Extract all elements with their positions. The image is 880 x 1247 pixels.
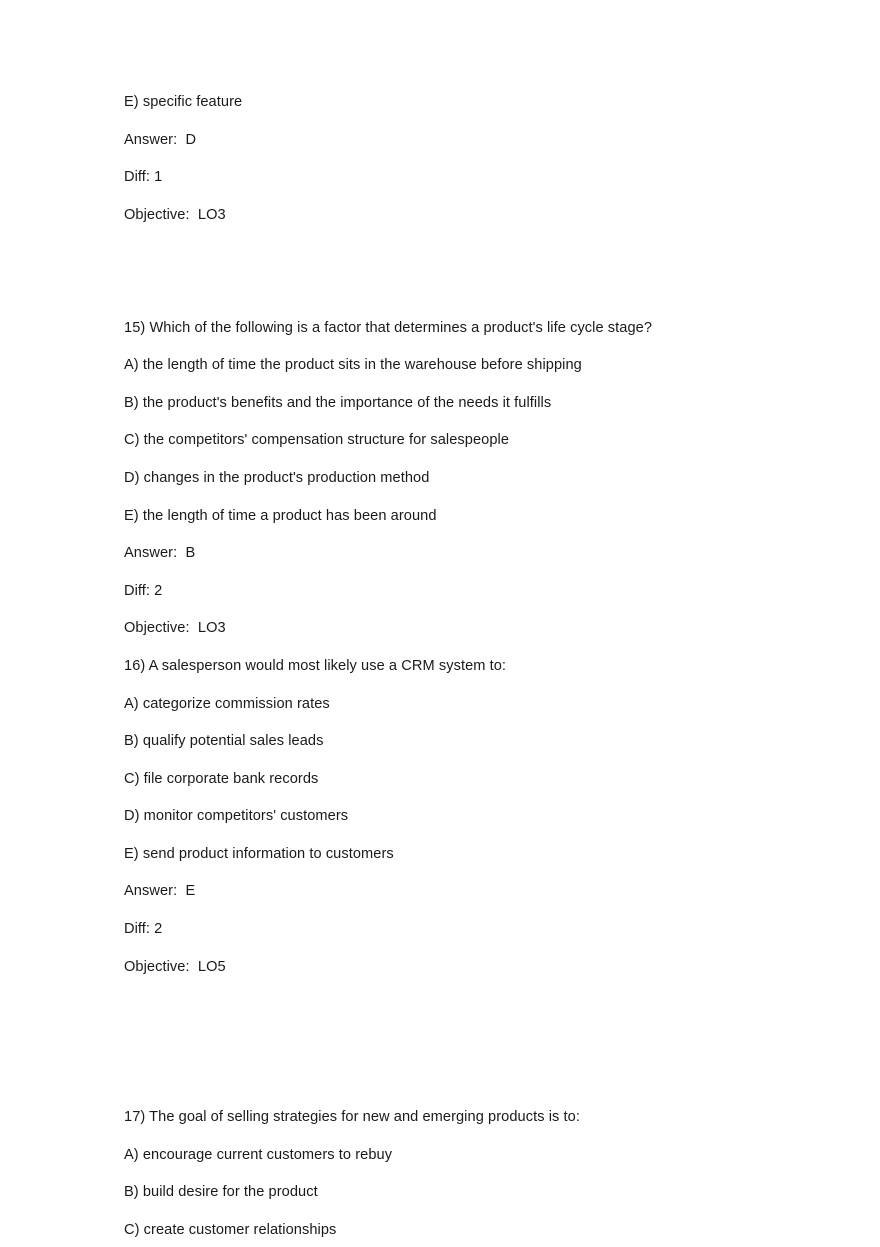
text-line-difficulty: Diff: 2 — [124, 582, 163, 599]
text-line-option: B) the product's benefits and the importance of the needs it fulfills — [124, 394, 552, 411]
text-line-option: C) the competitors' compensation structure for salespeople — [124, 432, 510, 449]
text-line-option: C) file corporate bank records — [124, 770, 319, 787]
text-line-answer: Answer: D — [124, 131, 197, 148]
text-line-option: D) changes in the product's production method — [124, 469, 430, 486]
text-line-objective: Objective: LO5 — [124, 958, 226, 975]
text-line-option: E) the length of time a product has been around — [124, 507, 437, 524]
text-line-option: C) create customer relationships — [124, 1221, 337, 1238]
document-body — [124, 84, 744, 1247]
text-line-option: B) qualify potential sales leads — [124, 733, 324, 750]
paragraph-gap — [124, 234, 744, 309]
text-line-stem: 17) The goal of selling strategies for new and emerging products is to: — [124, 1109, 580, 1126]
text-line-objective: Objective: LO3 — [124, 206, 226, 223]
text-line-option: A) the length of time the product sits in the warehouse before shipping — [124, 357, 582, 374]
question-block — [124, 648, 744, 986]
text-line-option: E) specific feature — [124, 94, 243, 110]
text-line-answer: Answer: B — [124, 545, 196, 562]
text-line-stem: 16) A salesperson would most likely use a CRM system to: — [124, 657, 507, 674]
text-line-objective: Objective: LO3 — [124, 620, 226, 637]
text-line-option: A) categorize commission rates — [124, 695, 330, 712]
question-block — [124, 1099, 744, 1247]
paragraph-gap — [124, 986, 744, 1099]
text-line-option: B) build desire for the product — [124, 1184, 318, 1201]
text-line-stem: 15) Which of the following is a factor that determines a product's life cycle stage? — [124, 319, 653, 336]
text-line-option: E) send product information to customers — [124, 845, 394, 862]
question-tail-block — [124, 84, 744, 234]
question-block — [124, 310, 744, 648]
text-line-difficulty: Diff: 2 — [124, 921, 163, 938]
text-line-option: A) encourage current customers to rebuy — [124, 1146, 393, 1163]
text-line-difficulty: Diff: 1 — [124, 169, 163, 186]
text-line-answer: Answer: E — [124, 883, 196, 900]
text-line-option: D) monitor competitors' customers — [124, 808, 349, 825]
